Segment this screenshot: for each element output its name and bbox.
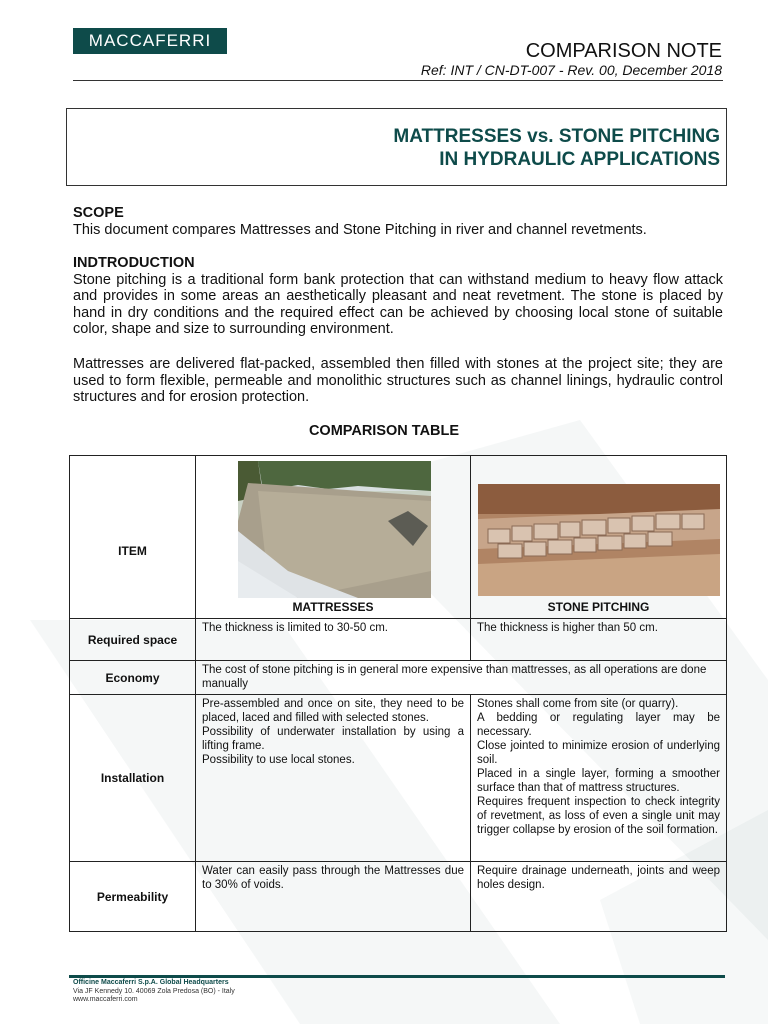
comparison-table-title: COMPARISON TABLE [308,423,460,439]
item-label: ITEM [118,544,147,558]
footer-divider [69,975,725,978]
scope-section [73,205,723,238]
installation-pitching-line-5: Requires frequent inspection to check integrity of revetment, as loss of even a single unit may trigger collapse by erosion of the soil formation. [477,796,720,836]
cell-economy-merged: The cost of stone pitching is in general more expensive than mattresses, as all operations are done manually [196,661,727,695]
row-label-required-space: Required space [70,619,196,661]
row-label-installation: Installation [70,695,196,862]
installation-pitching-line-2: A bedding or regulating layer may be necessary. [477,712,720,738]
table-row-required-space [70,619,727,661]
stone-pitching-photo [478,484,720,596]
cell-mattresses-required-space: The thickness is limited to 30-50 cm. [196,619,471,661]
installation-mattresses-line-2: Possibility of underwater installation by using a lifting frame. [202,726,464,752]
title-line-2: IN HYDRAULIC APPLICATIONS [439,149,720,170]
stone-pitching-header-cell [471,456,727,619]
maccaferri-logo: MACCAFERRI [73,28,227,54]
cell-mattresses-installation [196,695,471,862]
stone-pitching-column-header: STONE PITCHING [547,600,650,614]
introduction-paragraph-1: Stone pitching is a traditional form bank protection that can withstand medium to heavy flow attack and provides in some areas an aesthetically pleasant and neat revetment. The stone is placed by hand in dry conditions and the required effect can be achieved by choosing local stone of suitable color, shape and size to surrounding environment. [73,271,723,338]
introduction-heading: INDTRODUCTION [73,255,195,271]
footer-website: www.maccaferri.com [73,996,138,1003]
cell-pitching-permeability: Require drainage underneath, joints and weep holes design. [471,862,727,932]
mattresses-photo [238,461,431,598]
footer-company: Officine Maccaferri S.p.A. Global Headquarters [73,979,229,986]
mattresses-column-header: MATTRESSES [292,600,374,614]
table-row-installation [70,695,727,862]
comparison-table [69,455,727,932]
installation-pitching-line-1: Stones shall come from site (or quarry). [477,698,679,710]
document-reference: Ref: INT / CN-DT-007 - Rev. 00, December 2018 [420,62,722,78]
installation-pitching-line-3: Close jointed to minimize erosion of underlying soil. [477,740,720,766]
footer-address: Via JF Kennedy 10. 40069 Zola Predosa (BO) - Italy [73,987,235,995]
cell-pitching-required-space: The thickness is higher than 50 cm. [471,619,727,661]
title-line-1: MATTRESSES vs. STONE PITCHING [393,126,720,147]
header-divider [73,80,723,81]
scope-heading: SCOPE [73,205,124,221]
table-row-permeability [70,862,727,932]
installation-mattresses-line-3: Possibility to use local stones. [202,754,355,766]
cell-mattresses-permeability: Water can easily pass through the Mattresses due to 30% of voids. [196,862,471,932]
mattresses-header-cell [196,456,471,619]
row-label-permeability: Permeability [70,862,196,932]
introduction-section [73,255,723,338]
document-type: COMPARISON NOTE [525,40,722,62]
row-label-economy: Economy [70,661,196,695]
footer [73,979,235,1005]
item-header-cell [70,456,196,619]
introduction-paragraph-2: Mattresses are delivered flat-packed, assembled then filled with stones at the project site; they are used to form flexible, permeable and monolithic structures such as channel linings, hydraulic control structures and for erosion protection. [73,356,723,406]
title-box [66,108,727,186]
scope-text: This document compares Mattresses and Stone Pitching in river and channel revetments. [73,221,647,238]
installation-pitching-line-4: Placed in a single layer, forming a smoother surface than that of mattress structures. [477,768,720,794]
table-header-row [70,456,727,619]
table-row-economy [70,661,727,695]
cell-pitching-installation [471,695,727,862]
installation-mattresses-line-1: Pre-assembled and once on site, they need to be placed, laced and filled with selected stones. [202,698,464,724]
